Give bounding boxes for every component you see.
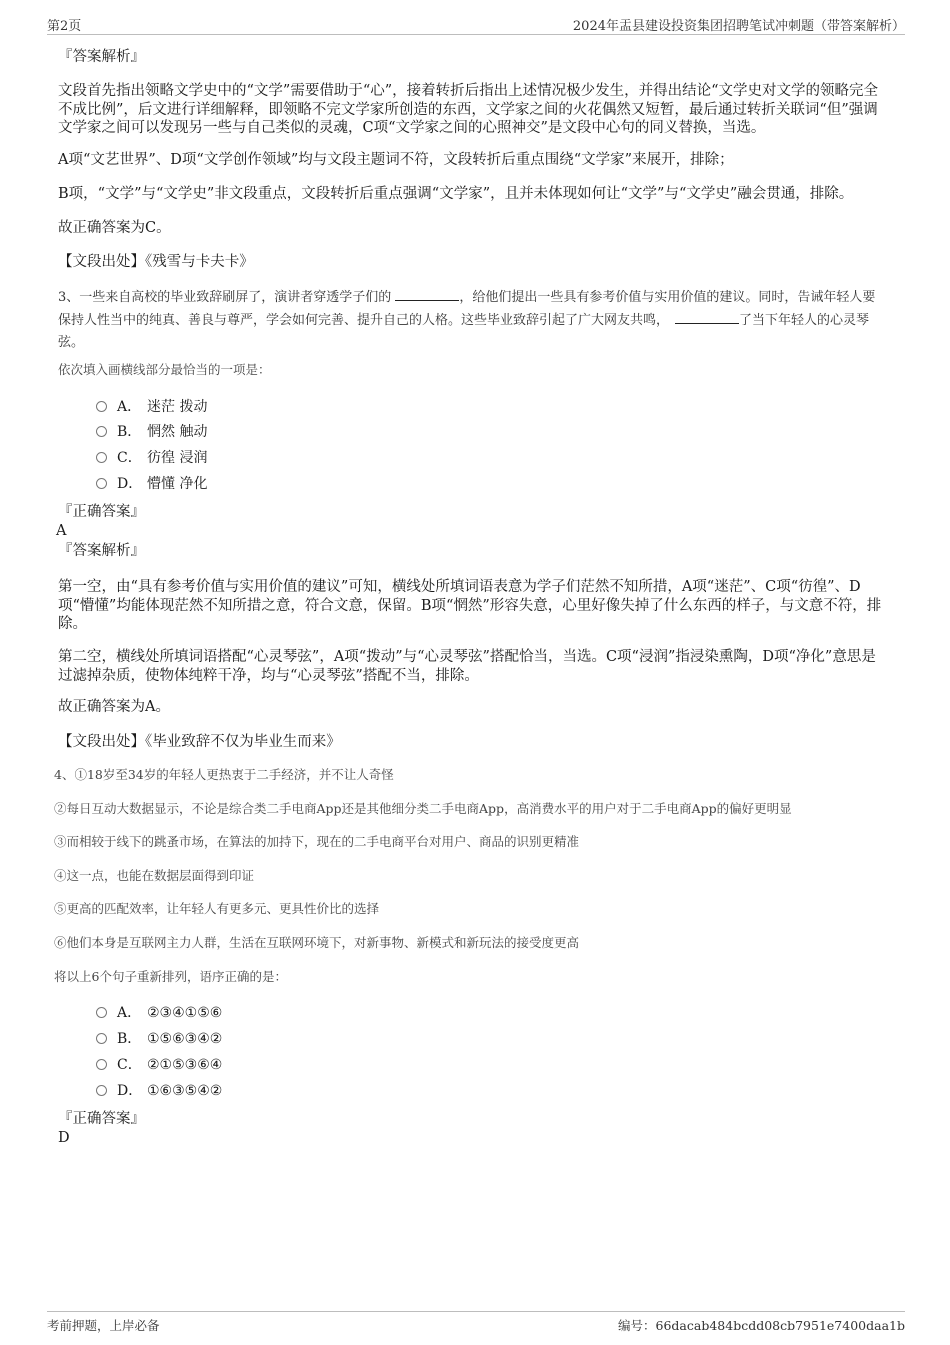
- q4-sentence-4: ④这一点，也能在数据层面得到印证: [54, 868, 255, 883]
- option-text: 惘然 触动: [147, 424, 208, 440]
- page-footer: [47, 1311, 905, 1334]
- q2-source: 【文段出处】《残雪与卡夫卡》: [58, 254, 254, 270]
- q3-answer-value: A: [56, 523, 67, 539]
- q3-option-c[interactable]: [96, 448, 207, 468]
- document-title: 2024年盂县建设投资集团招聘笔试冲刺题（带答案解析）: [572, 19, 905, 34]
- radio-icon[interactable]: [96, 1059, 107, 1070]
- q3-stem-part-1: 3、一些来自高校的毕业致辞刷屏了，演讲者穿透学子们的: [58, 290, 396, 305]
- q4-sentence-1: 4、①18岁至34岁的年轻人更热衷于二手经济，并不让人奇怪: [54, 767, 394, 782]
- option-letter: C．: [117, 450, 142, 466]
- option-letter: D．: [117, 1083, 143, 1099]
- radio-icon[interactable]: [96, 1033, 107, 1044]
- q4-answer-value: D: [58, 1130, 70, 1146]
- option-text: ②③④①⑤⑥: [147, 1005, 223, 1021]
- q3-prompt: 依次填入画横线部分最恰当的一项是：: [58, 362, 271, 377]
- option-letter: B．: [117, 424, 142, 440]
- q2-analysis-paragraph-3: B项，“文学”与“文学史”非文段重点，文段转折后重点强调“文学家”，且并未体现如何让“文学”与“文学史”融会贯通，排除。: [58, 186, 854, 202]
- page-header: [47, 12, 905, 35]
- q4-option-a[interactable]: [96, 1003, 222, 1023]
- radio-icon[interactable]: [96, 478, 107, 489]
- q4-option-b[interactable]: [96, 1029, 222, 1049]
- option-text: 懵懂 净化: [147, 476, 208, 492]
- option-text: 彷徨 浸润: [147, 450, 208, 466]
- q3-stem: [58, 286, 888, 354]
- q3-analysis-heading: 『答案解析』: [58, 543, 145, 559]
- q4-prompt: 将以上6个句子重新排列，语序正确的是：: [54, 969, 287, 984]
- option-letter: D．: [117, 476, 143, 492]
- q3-analysis-paragraph-1: 第一空，由“具有参考价值与实用价值的建议”可知，横线处所填词语表意为学子们茫然不知所措，A项“迷茫”、C项“彷徨”、D项“懵懂”均能体现茫然不知所措之意，符合文意，保留。B项“惘然”形容失意，心里好像失掉了什么东西的样子，与文意不符，排除。: [58, 579, 882, 632]
- q4-sentence-3: ③而相较于线下的跳蚤市场，在算法的加持下，现在的二手电商平台对用户、商品的识别更精准: [54, 834, 580, 849]
- q4-sentence-5: ⑤更高的匹配效率，让年轻人有更多元、更具性价比的选择: [54, 901, 380, 916]
- footer-slogan: 考前押题，上岸必备: [47, 1318, 160, 1333]
- option-letter: C．: [117, 1057, 142, 1073]
- q3-conclusion: 故正确答案为A。: [58, 699, 170, 715]
- q4-answer-heading: 『正确答案』: [58, 1111, 145, 1127]
- q3-source: 【文段出处】《毕业致辞不仅为毕业生而来》: [58, 734, 341, 750]
- option-letter: A．: [117, 399, 142, 415]
- option-letter: B．: [117, 1031, 142, 1047]
- option-letter: A．: [117, 1005, 142, 1021]
- radio-icon[interactable]: [96, 426, 107, 437]
- q3-stem-part-3: 了当下年轻人的心灵琴弦。: [58, 313, 870, 350]
- radio-icon[interactable]: [96, 1085, 107, 1096]
- q3-blank-1: [395, 286, 459, 301]
- q3-analysis-paragraph-2: 第二空，横线处所填词语搭配“心灵琴弦”，A项“拨动”与“心灵琴弦”搭配恰当，当选。C项“浸润”指浸染熏陶，D项“净化”意思是过滤掉杂质，使物体纯粹干净，均与“心灵琴弦”搭配不当，排除。: [58, 649, 876, 684]
- document-code: 编号：66dacab484bcdd08cb7951e7400daa1b: [618, 1318, 905, 1333]
- q3-answer-heading: 『正确答案』: [58, 504, 145, 520]
- radio-icon[interactable]: [96, 401, 107, 412]
- q4-sentence-2: ②每日互动大数据显示，不论是综合类二手电商App还是其他细分类二手电商App，高消费水平的用户对于二手电商App的偏好更明显: [54, 801, 792, 816]
- radio-icon[interactable]: [96, 452, 107, 463]
- option-text: ①⑤⑥③④②: [147, 1031, 223, 1047]
- q2-analysis-heading: 『答案解析』: [58, 49, 145, 65]
- q2-analysis-paragraph-1: 文段首先指出领略文学史中的“文学”需要借助于“心”，接着转折后指出上述情况极少发生，并得出结论“文学史对文学的领略完全不成比例”，后文进行详细解释，即领略不完文学家所创造的东西，文学家之间的火花偶然又短暂，最后通过转折关联词“但”强调文学家之间可以发现另一些与自己类似的灵魂，C项“文学家之间的心照神交”是文段中心句的同义替换，当选。: [58, 83, 879, 136]
- q4-option-c[interactable]: [96, 1055, 222, 1075]
- q4-sentence-6: ⑥他们本身是互联网主力人群，生活在互联网环境下，对新事物、新模式和新玩法的接受度更高: [54, 935, 580, 950]
- option-text: ①⑥③⑤④②: [147, 1083, 223, 1099]
- radio-icon[interactable]: [96, 1007, 107, 1018]
- option-text: 迷茫 拨动: [147, 399, 208, 415]
- q4-option-d[interactable]: [96, 1081, 222, 1101]
- option-text: ②①⑤③⑥④: [147, 1057, 223, 1073]
- q2-analysis-paragraph-2: A项“文艺世界”、D项“文学创作领域”均与文段主题词不符，文段转折后重点围绕“文学家”来展开，排除；: [58, 152, 734, 168]
- q3-option-d[interactable]: [96, 474, 207, 494]
- q3-option-a[interactable]: [96, 397, 207, 417]
- q3-blank-2: [675, 309, 739, 324]
- q3-option-b[interactable]: [96, 422, 207, 442]
- q3-stem-part-2: ，给他们提出一些具有参考价值与实用价值的建议。同时，告诫年轻人要保持人性当中的纯真、善良与尊严，学会如何完善、提升自己的人格。这些毕业致辞引起了广大网友共鸣，: [58, 290, 876, 328]
- page-number: 第2页: [47, 19, 82, 34]
- q2-conclusion: 故正确答案为C。: [58, 220, 171, 236]
